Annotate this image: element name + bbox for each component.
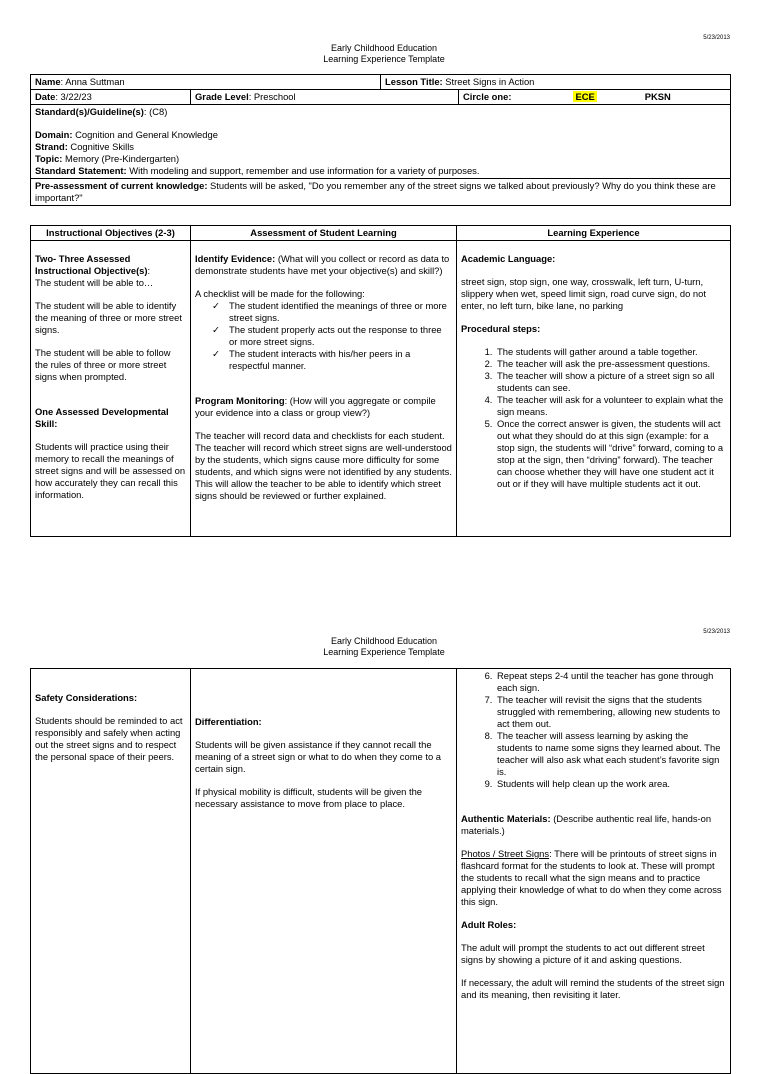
page-2 bbox=[0, 600, 768, 1024]
strand-value: Cognitive Skills bbox=[67, 141, 134, 152]
procedural-steps-list bbox=[461, 346, 726, 490]
learning-experience-column-header: Learning Experience bbox=[457, 226, 731, 241]
page-date: 5/23/2013 bbox=[703, 629, 730, 635]
strand-line bbox=[35, 141, 726, 153]
differentiation-heading: Differentiation: bbox=[195, 716, 262, 727]
standards-value: : (C8) bbox=[143, 106, 168, 117]
pre-assessment-value: Students will be asked, "Do you remember any of the street signs we talked about previously? Why do you think these are important?" bbox=[35, 180, 716, 203]
standards-line bbox=[35, 106, 726, 118]
checklist-item: ✓ The student interacts with his/her peers in a respectful manner. bbox=[229, 348, 452, 372]
circle-option-pksn: PKSN bbox=[644, 91, 671, 102]
continued-learning-cell bbox=[457, 669, 731, 1074]
developmental-skill-heading: One Assessed Developmental Skill: bbox=[35, 406, 169, 429]
assessment-column-header: Assessment of Student Learning bbox=[191, 226, 457, 241]
domain-line bbox=[35, 129, 726, 141]
developmental-skill-text: Students will practice using their memory to recall the meanings of street signs and will be assessed on how accurately they can recall this information. bbox=[35, 441, 186, 500]
pre-assessment-label: Pre-assessment of current knowledge: bbox=[35, 180, 208, 191]
doc-subtitle: Learning Experience Template bbox=[323, 54, 445, 64]
safety-cell bbox=[31, 669, 191, 1074]
procedural-step: 1. The students will gather around a table together. bbox=[495, 346, 726, 358]
date-value: : 3/22/23 bbox=[55, 91, 92, 102]
name-label: Name bbox=[35, 76, 61, 87]
circle-one-label: Circle one: bbox=[463, 91, 512, 102]
grade-level-cell bbox=[191, 90, 459, 105]
standards-label: Standard(s)/Guideline(s) bbox=[35, 106, 144, 117]
standard-statement-value: With modeling and support, remember and use information for a variety of purposes. bbox=[126, 165, 480, 176]
procedural-steps-label: Procedural steps: bbox=[461, 323, 541, 334]
objective-2: The student will be able to follow the rules of three or more street signs when prompted. bbox=[35, 347, 171, 382]
circle-one-cell bbox=[459, 90, 731, 105]
name-value: : Anna Suttman bbox=[60, 76, 125, 87]
photos-street-signs-label: Photos / Street Signs bbox=[461, 848, 550, 859]
objective-1: The student will be able to identify the meaning of three or more street signs. bbox=[35, 300, 182, 335]
authentic-materials-value: (Describe authentic real life, hands-on materials.) bbox=[461, 813, 712, 836]
topic-line bbox=[35, 153, 726, 165]
differentiation-text-2: If physical mobility is difficult, students will be given the necessary assistance to move from place to place. bbox=[195, 786, 423, 809]
procedural-step: 3. The teacher will show a picture of a street sign so all students can see. bbox=[495, 370, 726, 394]
identify-evidence-label: Identify Evidence: bbox=[195, 253, 276, 264]
page-date: 5/23/2013 bbox=[703, 35, 730, 41]
checklist-intro: A checklist will be made for the following: bbox=[195, 288, 365, 299]
learning-experience-cell bbox=[457, 241, 731, 537]
lesson-title-cell bbox=[381, 75, 731, 90]
topic-value: Memory (Pre-Kindergarten) bbox=[62, 153, 180, 164]
header-info-table bbox=[30, 74, 731, 206]
lesson-title-label: Lesson Title: bbox=[385, 76, 443, 87]
procedural-step: 5. Once the correct answer is given, the students will act out what they should do at this sign (example: for a stop sign, the students will “drive” forward, coming to a stop at the sign, then “driving” forward). The teacher can choose whether they will have one student act it out or if they will have multiple students act it out. bbox=[495, 418, 726, 490]
grade-level-value: : Preschool bbox=[248, 91, 296, 102]
doc-title: Early Childhood Education bbox=[330, 43, 438, 53]
name-cell bbox=[31, 75, 381, 90]
standards-cell bbox=[31, 105, 731, 179]
procedural-step: 8. The teacher will assess learning by asking the students to name some signs they learned about. The teacher will also ask what each student’s favorite sign is. bbox=[495, 730, 726, 778]
page-gap bbox=[0, 580, 768, 600]
differentiation-cell bbox=[191, 669, 457, 1074]
procedural-step: 4. The teacher will ask for a volunteer to explain what the sign means. bbox=[495, 394, 726, 418]
assessment-cell bbox=[191, 241, 457, 537]
adult-roles-text-2: If necessary, the adult will remind the students of the street sign and its meaning, then revisiting it later. bbox=[461, 977, 725, 1000]
learning-table bbox=[30, 225, 731, 537]
doc-title: Early Childhood Education bbox=[330, 636, 438, 646]
topic-label: Topic: bbox=[35, 153, 63, 164]
date-label: Date bbox=[35, 91, 56, 102]
standard-statement-label: Standard Statement: bbox=[35, 165, 127, 176]
objectives-heading-colon: : bbox=[147, 265, 151, 276]
standard-statement-line bbox=[35, 165, 726, 177]
lesson-title-value: Street Signs in Action bbox=[442, 76, 535, 87]
authentic-materials-label: Authentic Materials: bbox=[461, 813, 551, 824]
pre-assessment-cell bbox=[31, 179, 731, 206]
procedural-step: 6. Repeat steps 2-4 until the teacher has gone through each sign. bbox=[495, 670, 726, 694]
checklist bbox=[195, 300, 452, 372]
differentiation-text-1: Students will be given assistance if they cannot recall the meaning of a street sign or what to do when they come to a certain sign. bbox=[195, 739, 441, 774]
academic-language-label: Academic Language: bbox=[461, 253, 556, 264]
program-monitoring-label: Program Monitoring bbox=[195, 395, 285, 406]
procedural-steps-continued bbox=[461, 670, 726, 790]
adult-roles-label: Adult Roles: bbox=[461, 919, 517, 930]
adult-roles-text-1: The adult will prompt the students to act out different street signs by showing a picture of it and asking questions. bbox=[461, 942, 705, 965]
objectives-intro: The student will be able to… bbox=[35, 277, 154, 288]
procedural-step: 9. Students will help clean up the work area. bbox=[495, 778, 726, 790]
domain-value: Cognition and General Knowledge bbox=[72, 129, 218, 140]
date-cell bbox=[31, 90, 191, 105]
procedural-step: 2. The teacher will ask the pre-assessment questions. bbox=[495, 358, 726, 370]
doc-subtitle: Learning Experience Template bbox=[323, 647, 445, 657]
objectives-cell bbox=[31, 241, 191, 537]
grade-level-label: Grade Level bbox=[195, 91, 249, 102]
objectives-column-header: Instructional Objectives (2-3) bbox=[31, 226, 191, 241]
circle-option-ece: ECE bbox=[575, 91, 595, 102]
safety-text: Students should be reminded to act responsibly and safely when acting out the street signs and to respect the personal space of their peers. bbox=[35, 715, 183, 762]
strand-label: Strand: bbox=[35, 141, 68, 152]
checklist-item: ✓ The student properly acts out the response to three or more street signs. bbox=[229, 324, 452, 348]
academic-language-text: street sign, stop sign, one way, crosswalk, left turn, U-turn, slippery when wet, speed limit sign, road curve sign, do not enter, no left turn, bike lane, no parking bbox=[461, 276, 706, 311]
photos-street-signs-value: : There will be printouts of street signs in flashcard format for the students to look at. These will prompt the students to recall what the sign means and to practice applying their knowledge of what to do when they come across this sign. bbox=[461, 848, 722, 907]
identify-evidence-value: (What will you collect or record as data to demonstrate students have met your objective(s) and skill?) bbox=[195, 253, 450, 276]
program-monitoring-text: The teacher will record data and checklists for each student. The teacher will record which street signs are well-understood by the students, which signs cause more difficulty for some students, and which signs were not identified by any students. This will allow the teacher to be able to identify which street signs should be reviewed or further explained. bbox=[195, 430, 452, 501]
continuation-table bbox=[30, 668, 731, 1074]
procedural-step: 7. The teacher will revisit the signs that the students struggled with remembering, allowing new students to act them out. bbox=[495, 694, 726, 730]
safety-heading: Safety Considerations: bbox=[35, 692, 138, 703]
domain-label: Domain: bbox=[35, 129, 73, 140]
program-monitoring-value: : (How will you aggregate or compile your evidence into a class or group view?) bbox=[195, 395, 436, 418]
objectives-heading: Two- Three Assessed Instructional Objective(s) bbox=[35, 253, 148, 276]
checklist-item: ✓ The student identified the meanings of three or more street signs. bbox=[229, 300, 452, 324]
